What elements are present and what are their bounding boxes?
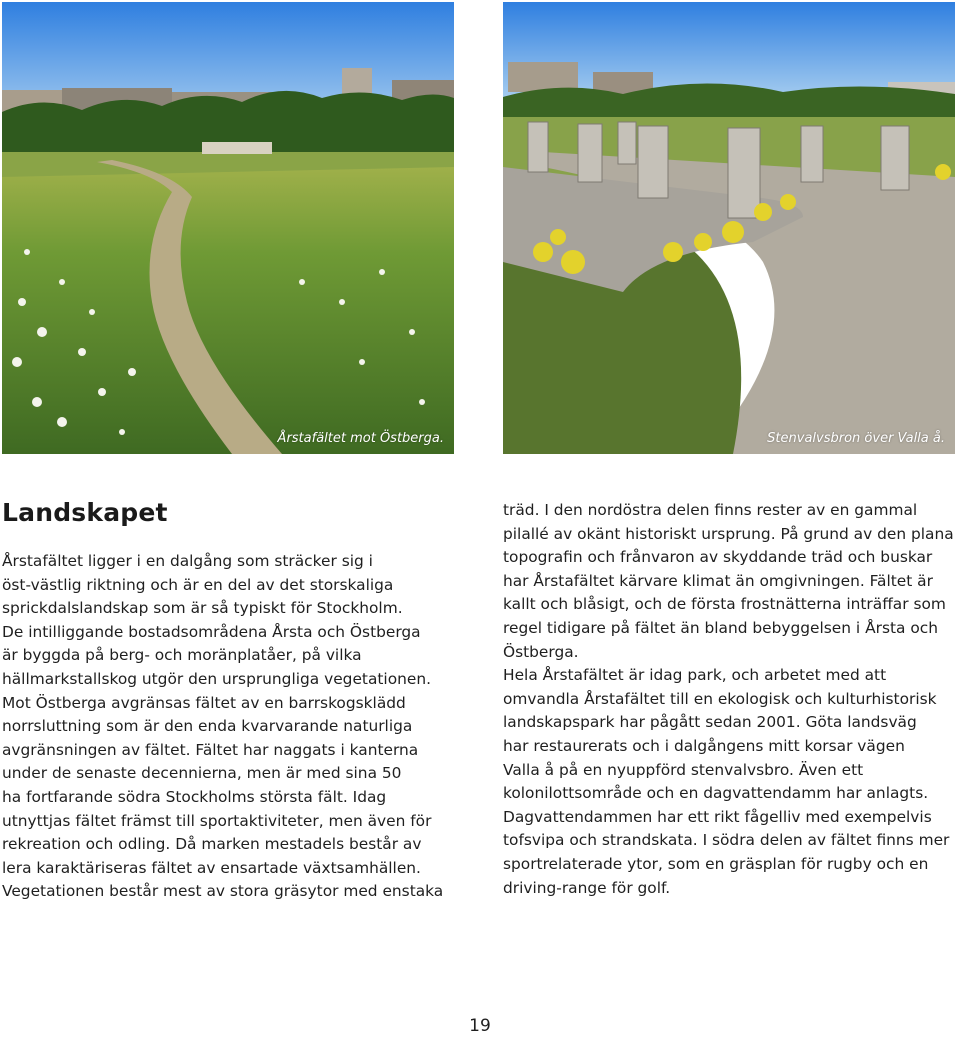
text-line: Vegetationen består mest av stora gräsytor med enstaka — [2, 882, 444, 901]
text-line: tofsvipa och strandskata. I södra delen av fältet finns mer — [503, 831, 950, 850]
text-line: sprickdalslandskap som är så typiskt för Stockholm. — [2, 599, 403, 618]
text-line: rekreation och odling. Då marken mestadels består av — [2, 835, 422, 854]
text-line: har Årstafältet kärvare klimat än omgivningen. Fältet är — [503, 571, 933, 590]
body-text-left-column — [2, 550, 458, 904]
text-line: Hela Årstafältet är idag park, och arbetet med att — [503, 666, 887, 685]
text-line: har restaurerats och i dalgångens mitt korsar vägen — [503, 736, 905, 755]
meadow-photo-image — [2, 2, 454, 454]
text-line: träd. I den nordöstra delen finns rester av en gammal — [503, 501, 918, 519]
text-line: norrsluttning som är den enda kvarvarande naturliga — [2, 717, 413, 736]
body-text-right-column — [503, 499, 958, 900]
photo-field-towards-ostberga — [2, 2, 454, 454]
text-line: regel tidigare på fältet än bland bebyggelsen i Årsta och — [503, 618, 938, 637]
text-line: är byggda på berg- och moränplatåer, på vilka — [2, 646, 362, 665]
text-line: utnyttjas fältet främst till sportaktiviteter, men även för — [2, 811, 432, 830]
text-line: öst-västlig riktning och är en del av det storskaliga — [2, 575, 394, 594]
text-line: lera karaktäriseras fältet av ensartade växtsamhällen. — [2, 858, 421, 877]
text-line: hällmarkstallskog utgör den ursprungliga vegetationen. — [2, 669, 431, 688]
text-line: driving-range för golf. — [503, 878, 671, 897]
photo-caption-left: Årstafältet mot Östberga. — [277, 431, 444, 446]
section-heading: Landskapet — [2, 498, 168, 527]
text-line: Dagvattendammen har ett rikt fågelliv med exempelvis — [503, 807, 932, 826]
text-line: Östberga. — [503, 642, 579, 661]
text-line: ha fortfarande södra Stockholms största fält. Idag — [2, 787, 387, 806]
text-line: kolonilottsområde och en dagvattendamm har anlagts. — [503, 784, 929, 803]
photo-stone-arch-bridge — [503, 2, 955, 454]
text-line: landskapspark har pågått sedan 2001. Göta landsväg — [503, 713, 917, 732]
bridge-photo-image — [503, 2, 955, 454]
text-line: Valla å på en nyuppförd stenvalvsbro. Även ett — [503, 760, 864, 779]
text-line: topografin och frånvaron av skyddande träd och buskar — [503, 548, 933, 567]
text-line: avgränsningen av fältet. Fältet har naggats i kanterna — [2, 740, 419, 759]
page-number: 19 — [469, 1016, 491, 1036]
text-line: omvandla Årstafältet till en ekologisk och kulturhistorisk — [503, 689, 937, 708]
text-line: Mot Östberga avgränsas fältet av en barrskogsklädd — [2, 693, 406, 712]
text-line: under de senaste decennierna, men är med sina 50 — [2, 764, 402, 783]
photo-caption-right: Stenvalvsbron över Valla å. — [767, 431, 945, 446]
text-line: pilallé av okänt historiskt ursprung. På grund av den plana — [503, 524, 954, 543]
text-line: kallt och blåsigt, och de första frostnätterna inträffar som — [503, 595, 946, 614]
text-line: Årstafältet ligger i en dalgång som sträcker sig i — [2, 552, 373, 570]
text-line: De intilliggande bostadsområdena Årsta och Östberga — [2, 622, 421, 641]
text-line: sportrelaterade ytor, som en gräsplan för rugby och en — [503, 854, 929, 873]
